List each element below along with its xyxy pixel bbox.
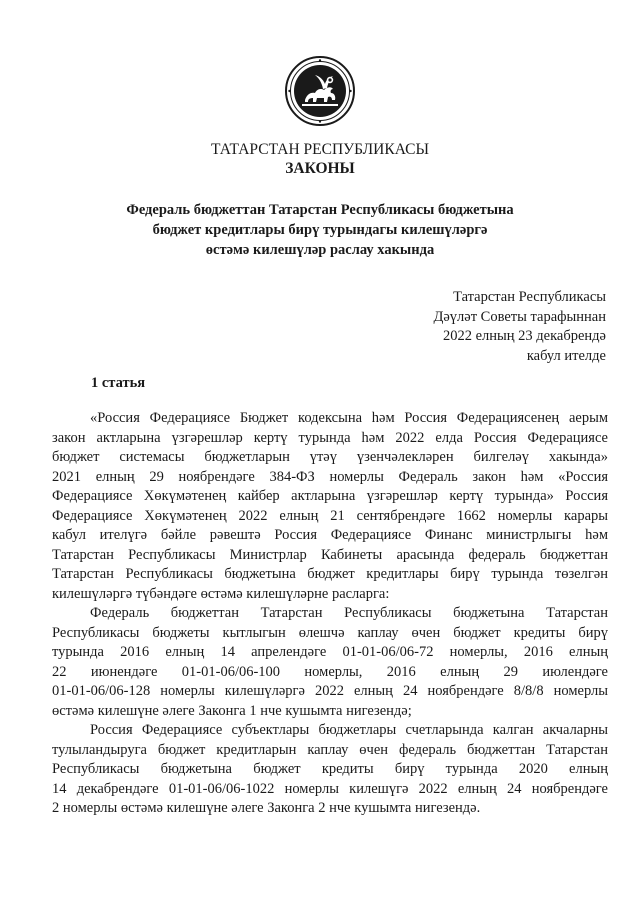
body-line: Республикасы бюджеты кытлыгын өлешчә каплау өчен бюджет кредиты бирү	[52, 624, 608, 641]
body-line: Федерациясе Хөкүмәтенең 2022 елның 21 сентябрендәге 1662 номерлы карары	[52, 507, 608, 524]
article-body	[52, 409, 608, 819]
body-line: өстәмә килешүне әлеге Законга 1 нче кушымта нигезендә;	[52, 702, 412, 719]
adoption-line: 2022 елның 23 декабрендә	[442, 328, 606, 344]
body-line: 01-01-06/06-128 номерлы килешүләргә 2022 елның 24 ноябрендәге 8/8/8 номерлы	[52, 683, 608, 699]
adoption-line: Татарстан Республикасы	[453, 289, 606, 305]
body-line: Федерациясе Хөкүмәтенең кайбер актларына үзгәрешләр кертү турында» Россия	[52, 488, 608, 504]
body-line: тулыландыруга бюджет кредитларын каплау өчен федераль бюджеттан Татарстан	[52, 741, 608, 758]
body-line: 22 июнендәге 01-01-06/06-100 номерлы, 2016 елның 29 июлендәге	[52, 663, 608, 680]
body-line: Татарстан Республикасы бюджетына бюджет кредитлары бирү турында төзелгән	[52, 566, 608, 582]
body-line: бюджет системасы бюджетларын үтәү үзенчәлекләрен билгеләү хакында»	[52, 449, 608, 465]
body-line: кабул ителүгә бәйле рәвештә Россия Федерациясе Финанс министрлыгы һәм	[52, 527, 608, 543]
body-line: «Россия Федерациясе Бюджет кодексына һәм Россия Федерациясенең аерым	[90, 410, 608, 426]
tatarstan-emblem-icon	[285, 56, 355, 126]
body-line: закон актларына үзгәрешләр кертү турында һәм 2022 елда Россия Федерациясе	[52, 429, 608, 446]
law-title-line: бюджет кредитлары бирү турындагы килешүләргә	[152, 222, 488, 238]
republic-heading: ТАТАРСТАН РЕСПУБЛИКАСЫ	[211, 141, 429, 158]
article-heading: 1 статья	[91, 375, 146, 391]
body-line: Республикасы бюджетына бюджет кредиты бирү турында 2020 елның	[52, 761, 608, 777]
body-line: Федераль бюджеттан Татарстан Республикасы бюджетына Татарстан	[90, 605, 608, 621]
body-line: Татарстан Республикасы Министрлар Кабинеты арасында федераль бюджеттан	[52, 546, 608, 563]
law-heading: ЗАКОНЫ	[285, 160, 355, 177]
body-line: килешүләргә түбәндәге өстәмә килешүләрне расларга:	[52, 585, 390, 602]
law-title-line: өстәмә килешүләр раслау хакында	[205, 242, 435, 258]
body-line: 2021 елның 29 ноябрендәге 384-ФЗ номерлы Федераль закон һәм «Россия	[52, 468, 608, 485]
adoption-note	[433, 288, 606, 366]
body-line: Россия Федерациясе субъектлары бюджетлары счетларында калган акчаларны	[90, 722, 608, 738]
body-line: турында 2016 елның 14 апрелендәге 01-01-06/06-72 номерлы, 2016 елның	[52, 644, 608, 660]
body-line: 2 номерлы өстәмә килешүне әлеге Законга 2 нче кушымта нигезендә.	[52, 800, 481, 816]
body-line: 14 декабрендәге 01-01-06/06-1022 номерлы килешүгә 2022 елның 24 ноябрендәге	[52, 780, 608, 797]
law-title-line: Федераль бюджеттан Татарстан Республикасы бюджетына	[126, 202, 514, 218]
law-title	[0, 200, 640, 260]
adoption-line: кабул ителде	[526, 347, 606, 364]
adoption-line: Дәүләт Советы тарафыннан	[433, 308, 606, 325]
